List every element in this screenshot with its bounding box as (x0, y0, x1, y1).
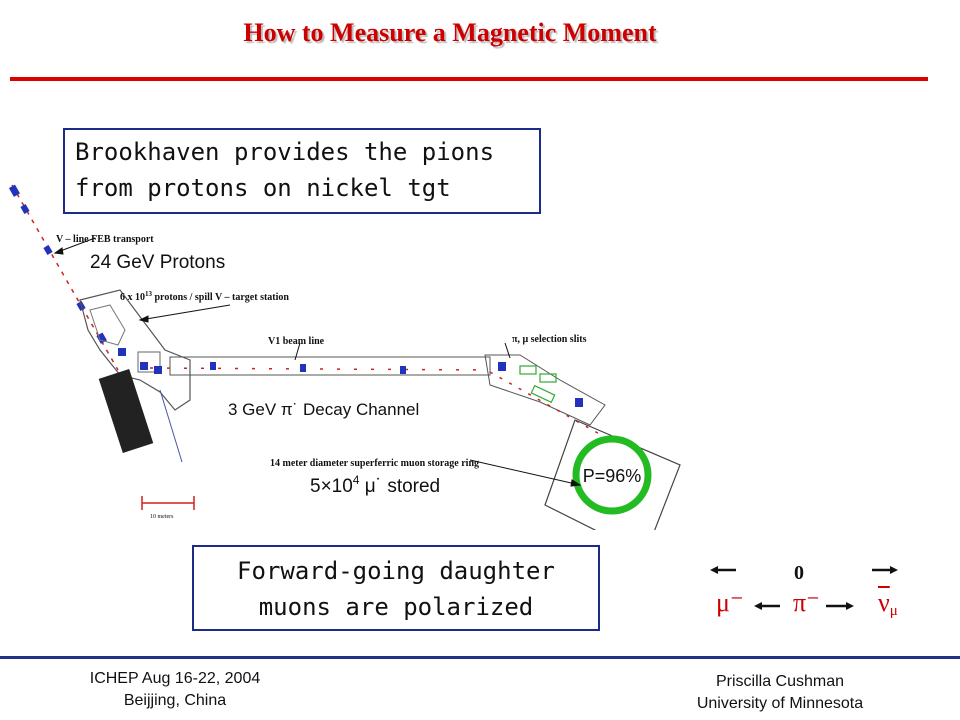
footer-author (670, 671, 890, 715)
callout-polarized-muons (192, 545, 600, 631)
callout-pion-source-line2: from protons on nickel tgt (75, 174, 451, 202)
label-storage-ring: 14 meter diameter superferric muon storage ring (270, 458, 480, 469)
label-decay-channel: 3 GeV π˙ Decay Channel (228, 400, 420, 419)
label-polarization: P=96% (582, 466, 642, 486)
footer-author-affiliation: University of Minnesota (696, 695, 864, 712)
decay-neutrino-flavor: μ (889, 603, 898, 619)
decay-pion: π⁻ (793, 588, 820, 617)
v1-beam-line (150, 357, 490, 375)
decay-neutrino-symbol: $\overline{\nu}$ (878, 588, 890, 617)
label-beamline: V1 beam line (268, 336, 325, 347)
label-stored: $5\times 10^4$ μ˙ stored (310, 473, 441, 497)
decay-zero-label: 0 (794, 562, 804, 584)
target-station (80, 290, 190, 462)
label-protons: 24 GeV Protons (90, 252, 226, 273)
title-underline (10, 77, 928, 81)
beamline-diagram (0, 170, 700, 530)
label-spill: 6 x $10^{13}$ protons / spill V – target station (120, 290, 289, 303)
footer-conference-name: ICHEP Aug 16-22, 2004 (89, 670, 261, 687)
label-transport: V – line FEB transport (56, 234, 154, 245)
label-scale: 10 meters (150, 514, 174, 520)
footer-rule (0, 656, 960, 659)
slide-title: How to Measure a Magnetic Moment (243, 18, 657, 47)
callout-pion-source (63, 128, 541, 214)
scale-bar (142, 496, 194, 510)
decay-muon: μ⁻ (716, 588, 744, 617)
footer-conference (60, 668, 290, 712)
footer-author-name: Priscilla Cushman (715, 673, 845, 690)
decay-neutrino (878, 588, 898, 620)
footer-conference-location: Beijjing, China (123, 692, 227, 709)
callout-polarized-muons-line1: Forward-going daughter (237, 557, 555, 585)
callout-polarized-muons-line2: muons are polarized (258, 593, 534, 621)
callout-pion-source-line1: Brookhaven provides the pions (75, 138, 495, 166)
label-slits: π, μ selection slits (512, 334, 587, 345)
